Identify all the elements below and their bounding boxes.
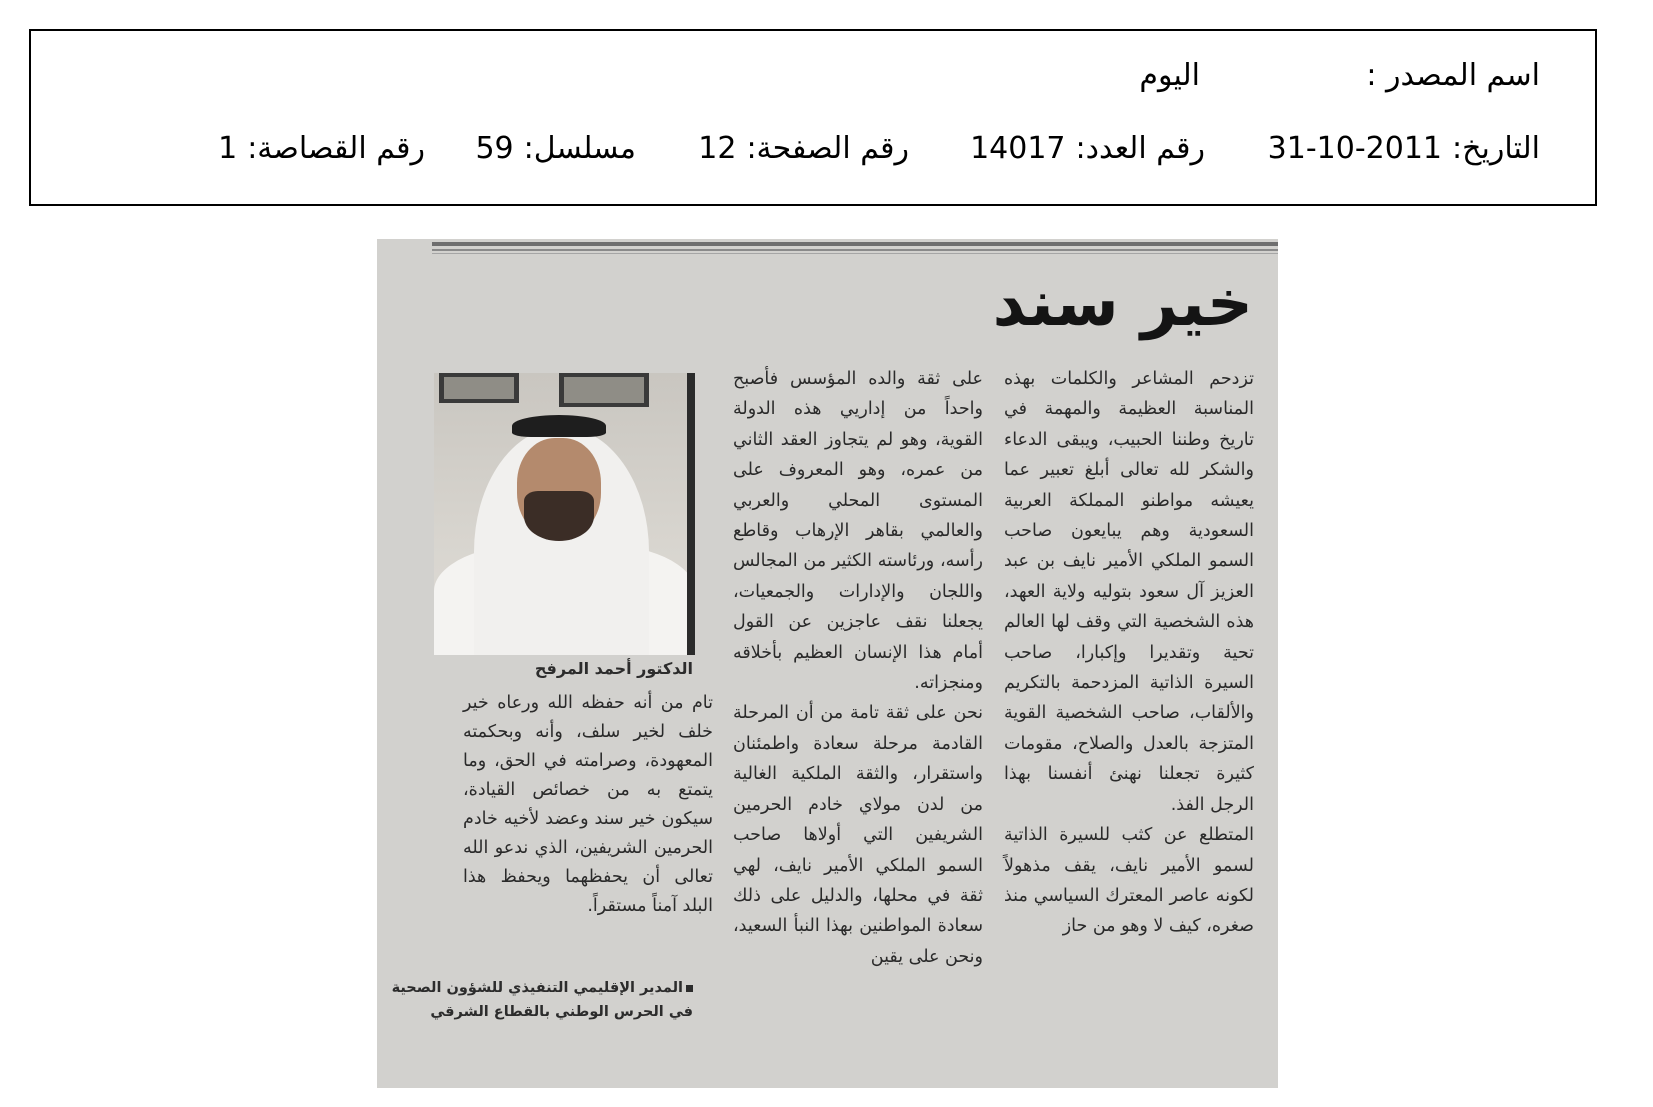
- date-field: [1268, 131, 1540, 167]
- clip-value: 1: [218, 131, 238, 166]
- author-photo: [434, 373, 695, 655]
- paragraph: على ثقة والده المؤسس فأصبح واحداً من إداريي هذه الدولة القوية، وهو لم يتجاوز العقد الثاني من عمره، وهو المعروف على المستوى المحلي والعربي والعالمي بقاهر الإرهاب وقاطع رأسه، ورئاسته الكثير من المجالس واللجان والإدارات والجمعيات، يجعلنا نقف عاجزين عن القول أمام هذا الإنسان العظيم بأخلاقه ومنجزاته.: [733, 369, 983, 694]
- photo-caption: الدكتور أحمد المرفح: [534, 659, 693, 678]
- byline-line: في الحرس الوطني بالقطاع الشرقي: [430, 1004, 693, 1020]
- article-headline: خير سند: [992, 267, 1253, 341]
- wall-frame: [559, 373, 649, 407]
- serial-field: [475, 131, 636, 167]
- clip-label: رقم القصاصة:: [247, 131, 425, 166]
- issue-label: رقم العدد:: [1075, 131, 1205, 166]
- photo-agal: [512, 415, 606, 437]
- author-byline: [391, 976, 693, 1024]
- page-value: 12: [698, 131, 737, 166]
- date-label: التاريخ:: [1452, 131, 1540, 166]
- page-field: [698, 131, 909, 167]
- serial-value: 59: [475, 131, 514, 166]
- clip-field: [218, 131, 425, 167]
- page-label: رقم الصفحة:: [746, 131, 909, 166]
- article-column-right: [1004, 364, 1254, 942]
- photo-edge: [687, 373, 695, 655]
- article-column-left: [463, 689, 713, 921]
- photo-beard: [524, 491, 594, 541]
- date-value: 31-10-2011: [1267, 131, 1443, 166]
- paragraph: نحن على ثقة تامة من أن المرحلة القادمة مرحلة سعادة واطمئنان واستقرار، والثقة الملكية الغالية من لدن مولاي خادم الحرمين الشريفين التي أولاها صاحب السمو الملكي الأمير نايف، لهي ثقة في محلها، والدليل على ذلك سعادة المواطنين بهذا النبأ السعيد، ونحن على يقين: [733, 703, 983, 967]
- article-column-middle: [733, 364, 983, 972]
- paragraph: تزدحم المشاعر والكلمات بهذه المناسبة العظيمة والمهمة في تاريخ وطننا الحبيب، ويبقى الدعاء والشكر لله تعالى أبلغ تعبير عما يعيشه مواطنو المملكة العربية السعودية وهم يبايعون صاحب السمو الملكي الأمير نايف بن عبد العزيز آل سعود بتوليه ولاية العهد، هذه الشخصية التي وقف لها العالم تحية وتقديرا وإكبارا، صاحب السيرة الذاتية المزدحمة بالتكريم والألقاب، صاحب الشخصية القوية المتزجة بالعدل والصلاح، مقومات كثيرة تجعلنا نهنئ أنفسنا بهذا الرجل الفذ.: [1004, 369, 1254, 815]
- top-rule: [432, 242, 1278, 246]
- bullet-icon: [686, 985, 693, 992]
- metadata-box: [29, 29, 1597, 206]
- top-rule: [432, 249, 1278, 251]
- issue-value: 14017: [970, 131, 1066, 166]
- source-value: اليوم: [1139, 58, 1200, 93]
- paragraph: المتطلع عن كثب للسيرة الذاتية لسمو الأمير نايف، يقف مذهولاً لكونه عاصر المعترك السياسي منذ صغره، كيف لا وهو من حاز: [1004, 825, 1254, 937]
- newspaper-clipping: [377, 239, 1278, 1088]
- top-rule: [432, 253, 1278, 254]
- source-label: اسم المصدر :: [1366, 58, 1540, 93]
- serial-label: مسلسل:: [523, 131, 636, 166]
- paragraph: تام من أنه حفظه الله ورعاه خير خلف لخير سلف، وأنه وبحكمته المعهودة، وصرامته في الحق، وما يتمتع به من خصائص القيادة، سيكون خير سند وعضد لأخيه خادم الحرمين الشريفين، الذي ندعو الله تعالى أن يحفظهما ويحفظ هذا البلد آمناً مستقراً.: [463, 693, 713, 916]
- issue-field: [970, 131, 1205, 167]
- wall-frame: [439, 373, 519, 403]
- byline-line: المدير الإقليمي التنفيذي للشؤون الصحية: [443, 976, 693, 1000]
